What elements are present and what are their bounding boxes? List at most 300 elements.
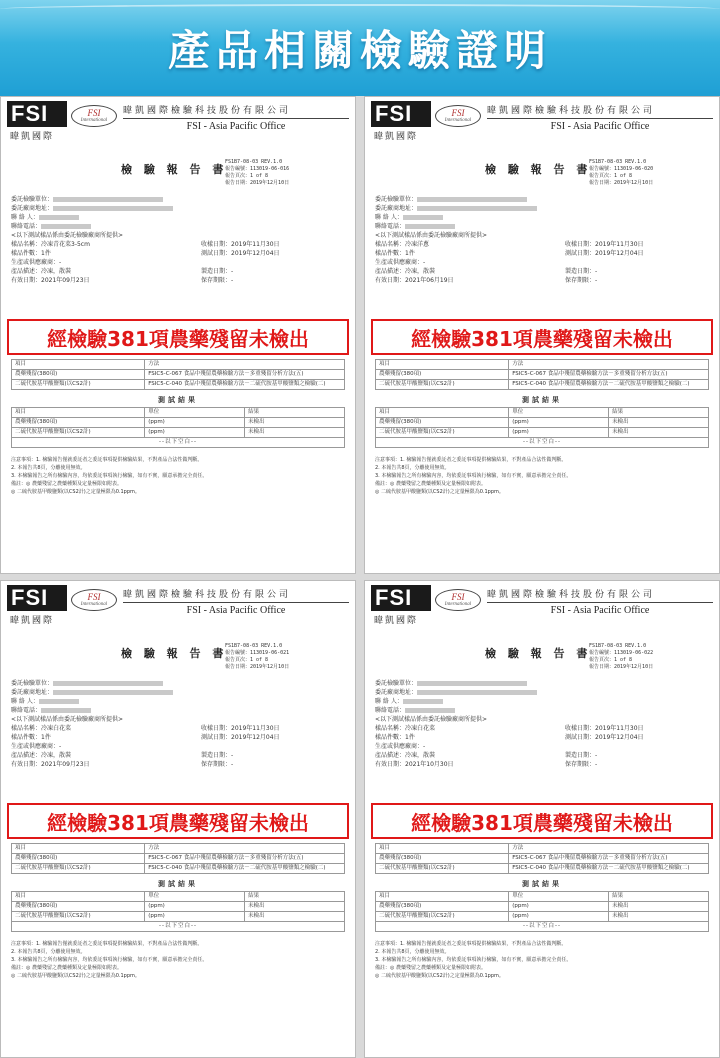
address-line xyxy=(11,204,345,213)
expiry-date: 有效日期：2021年06月19日 xyxy=(375,277,454,284)
table-header: 結果 xyxy=(245,408,345,418)
note-line: 3. 本檢驗報告之所有檢驗內容，均依委託事項執行檢驗，如有不實，願意承擔完全責任。 xyxy=(11,957,208,963)
company-name-en: FSI - Asia Pacific Office xyxy=(550,605,650,616)
company-name-en: FSI - Asia Pacific Office xyxy=(550,121,650,132)
table-cell: 農藥殘留(380項) xyxy=(12,854,145,864)
table-cell: 二硫代胺基甲酸鹽類(以CS2計) xyxy=(376,864,509,874)
contact-line xyxy=(375,697,709,706)
meta-line: 報告編號：113019-06-016 xyxy=(225,166,290,172)
banner-decoration xyxy=(0,4,720,14)
table-header: 項目 xyxy=(376,892,509,902)
report-header xyxy=(371,101,713,145)
expiry-line xyxy=(375,760,709,769)
result-callout xyxy=(7,803,349,839)
company-name xyxy=(123,101,349,132)
company-name-en: FSI - Asia Pacific Office xyxy=(186,605,286,616)
desc-line xyxy=(11,751,345,760)
seal-subtext: International xyxy=(444,601,472,607)
seal-subtext: International xyxy=(444,117,472,123)
table-cell: (ppm) xyxy=(509,912,609,922)
table-cell: (ppm) xyxy=(509,428,609,438)
meta-line: FS1B7-08-03 REV.1.0 xyxy=(589,643,647,649)
method-table xyxy=(11,359,345,390)
fsi-seal xyxy=(71,589,117,611)
table-cell: 未檢出 xyxy=(245,902,345,912)
table-header: 結果 xyxy=(609,892,709,902)
address-line xyxy=(375,204,709,213)
report-body xyxy=(375,679,709,769)
results-title: 測試結果 xyxy=(158,880,198,888)
sample-name: 樣品名稱：冷凍青花菜3-5cm xyxy=(11,241,90,248)
meta-line: 報告編號：113019-06-020 xyxy=(589,166,654,172)
report-notes xyxy=(375,940,709,980)
seal-text: FSI xyxy=(87,107,101,118)
sample-qty-line xyxy=(375,733,709,742)
sample-qty-line xyxy=(375,249,709,258)
table-cell: 農藥殘留(380項) xyxy=(12,418,145,428)
company-name-cn: 暐凱國際檢驗科技股份有限公司 xyxy=(487,587,713,603)
table-cell: FSIC5-C-067 食品中殘留農藥檢驗方法－多重殘留分析方法(五) xyxy=(509,370,709,380)
result-callout-text: 經檢驗381項農藥殘留未檢出 xyxy=(411,810,673,835)
sample-name-line xyxy=(375,240,709,249)
expiry-line xyxy=(11,276,345,285)
report-title-row xyxy=(375,159,709,189)
method-and-results xyxy=(375,843,709,980)
redacted-text xyxy=(53,690,173,695)
method-table xyxy=(11,843,345,874)
redacted-text xyxy=(39,215,79,220)
table-cell: (ppm) xyxy=(509,902,609,912)
product-desc: 產品描述：冷凍，散裝 xyxy=(375,268,436,275)
table-row xyxy=(12,438,345,448)
phone-label: 聯絡電話： xyxy=(11,707,42,714)
product-desc: 產品描述：冷凍，散裝 xyxy=(11,752,72,759)
note-line: 2. 本報告共8頁，分離使用無效。 xyxy=(375,949,450,955)
mfg-date: 製造日期：- xyxy=(565,752,598,759)
note-line: 注意事項：1. 檢驗報告僅就委託者之委託事項提供檢驗結果，不對產品合法性做判斷。 xyxy=(11,941,203,947)
table-header-row xyxy=(376,892,709,902)
product-desc: 產品描述：冷凍，散裝 xyxy=(375,752,436,759)
redacted-text xyxy=(417,681,527,686)
test-report-2 xyxy=(364,96,720,574)
seal-text: FSI xyxy=(87,591,101,602)
seal-subtext: International xyxy=(80,117,108,123)
sample-qty-line xyxy=(11,733,345,742)
address-label: 委託廠商地址： xyxy=(375,205,418,212)
desc-line xyxy=(375,751,709,760)
table-cell: 農藥殘留(380項) xyxy=(376,854,509,864)
test-report-4 xyxy=(364,580,720,1058)
desc-line xyxy=(375,267,709,276)
table-cell: 未檢出 xyxy=(609,418,709,428)
table-cell: 二硫代胺基甲酸鹽類(以CS2計) xyxy=(376,912,509,922)
logo-cn: 暐凱國際 xyxy=(10,132,55,142)
phone-line xyxy=(11,706,345,715)
contact-label: 聯 絡 人： xyxy=(11,698,39,705)
provided-note: <以下測試樣品係由委託檢驗廠商所提供> xyxy=(375,716,488,723)
table-cell: (ppm) xyxy=(145,912,245,922)
phone-label: 聯絡電話： xyxy=(11,223,42,230)
table-cell: 未檢出 xyxy=(245,428,345,438)
contact-line xyxy=(375,213,709,222)
table-cell: 農藥殘留(380項) xyxy=(376,902,509,912)
test-report-1 xyxy=(0,96,356,574)
report-title-row xyxy=(375,643,709,673)
phone-label: 聯絡電話： xyxy=(375,707,406,714)
method-and-results xyxy=(11,843,345,980)
table-header: 結果 xyxy=(245,892,345,902)
table-header: 方法 xyxy=(509,844,709,854)
report-header xyxy=(7,101,349,145)
table-cell: FSIC5-C-040 食品中殘留農藥檢驗方法－二硫代胺基甲酸鹽類之檢驗(二) xyxy=(509,864,709,874)
report-notes xyxy=(375,456,709,496)
redacted-text xyxy=(405,708,455,713)
recv-date: 收樣日期：2019年11月30日 xyxy=(565,241,644,248)
address-line xyxy=(375,688,709,697)
mfg-date: 製造日期：- xyxy=(565,268,598,275)
note-line: ◎ 二硫代胺基甲酸鹽類(以CS2計)之定量極限為0.1ppm。 xyxy=(11,489,140,495)
results-table xyxy=(375,891,709,932)
redacted-text xyxy=(53,197,163,202)
sample-qty: 樣品件數：1件 xyxy=(11,250,51,257)
note-line: 備註：◎ 農藥殘留之農藥種類及定量極限如附表。 xyxy=(375,965,486,971)
results-title: 測試結果 xyxy=(158,396,198,404)
end-marker: --以下空白-- xyxy=(376,438,709,448)
test-date: 測試日期：2019年12月04日 xyxy=(201,250,280,257)
table-row xyxy=(376,418,709,428)
logo-cn: 暐凱國際 xyxy=(374,616,419,626)
table-row xyxy=(12,912,345,922)
table-header-row xyxy=(12,844,345,854)
table-cell: 農藥殘留(380項) xyxy=(12,370,145,380)
table-header: 方法 xyxy=(509,360,709,370)
storage: 保存期限：- xyxy=(201,761,234,768)
fsi-seal xyxy=(71,105,117,127)
page-title: 產品相關檢驗證明 xyxy=(167,26,552,75)
results-table xyxy=(11,891,345,932)
method-and-results xyxy=(11,359,345,496)
note-line: 3. 本檢驗報告之所有檢驗內容，均依委託事項執行檢驗，如有不實，願意承擔完全責任。 xyxy=(375,473,572,479)
table-header: 項目 xyxy=(12,844,145,854)
report-body xyxy=(11,195,345,285)
test-report-3 xyxy=(0,580,356,1058)
note-line: ◎ 二硫代胺基甲酸鹽類(以CS2計)之定量極限為0.1ppm。 xyxy=(375,489,504,495)
table-header: 項目 xyxy=(376,408,509,418)
report-notes xyxy=(11,940,345,980)
address-label: 委託廠商地址： xyxy=(375,689,418,696)
table-cell: 二硫代胺基甲酸鹽類(以CS2計) xyxy=(12,912,145,922)
table-cell: 未檢出 xyxy=(245,418,345,428)
table-row xyxy=(376,864,709,874)
method-and-results xyxy=(375,359,709,496)
end-marker: --以下空白-- xyxy=(12,438,345,448)
contact-line xyxy=(11,697,345,706)
redacted-text xyxy=(405,224,455,229)
redacted-text xyxy=(41,224,91,229)
table-cell: 未檢出 xyxy=(609,912,709,922)
storage: 保存期限：- xyxy=(565,277,598,284)
expiry-date: 有效日期：2021年10月30日 xyxy=(375,761,454,768)
meta-line: 報告編號：113019-06-022 xyxy=(589,650,654,656)
sample-qty: 樣品件數：1件 xyxy=(375,734,415,741)
table-header-row xyxy=(376,408,709,418)
table-row xyxy=(376,380,709,390)
table-row xyxy=(12,370,345,380)
meta-line: 報告日期：2019年12月10日 xyxy=(225,180,290,186)
note-line: 備註：◎ 農藥殘留之農藥種類及定量極限如附表。 xyxy=(375,481,486,487)
table-cell: (ppm) xyxy=(145,418,245,428)
producer: 生產或供應廠商：- xyxy=(11,743,62,750)
desc-line xyxy=(11,267,345,276)
table-header-row xyxy=(376,844,709,854)
meta-line: FS1B7-08-03 REV.1.0 xyxy=(589,159,647,165)
results-table xyxy=(375,407,709,448)
meta-line: 報告頁次：1 of 8 xyxy=(225,173,269,179)
client-line xyxy=(11,195,345,204)
table-cell: (ppm) xyxy=(145,428,245,438)
report-title: 檢 驗 報 告 書 xyxy=(485,647,592,660)
sample-name: 樣品名稱：冷凍白花菜 xyxy=(11,725,72,732)
table-row xyxy=(12,854,345,864)
table-cell: FSIC5-C-067 食品中殘留農藥檢驗方法－多重殘留分析方法(五) xyxy=(145,370,345,380)
redacted-text xyxy=(403,699,443,704)
sample-qty-line xyxy=(11,249,345,258)
result-callout xyxy=(371,319,713,355)
table-cell: (ppm) xyxy=(145,902,245,912)
results-table xyxy=(11,407,345,448)
provided-note: <以下測試樣品係由委託檢驗廠商所提供> xyxy=(11,232,124,239)
report-header xyxy=(7,585,349,629)
producer: 生產或供應廠商：- xyxy=(375,743,426,750)
sample-name-line xyxy=(375,724,709,733)
table-row xyxy=(12,922,345,932)
report-meta xyxy=(589,643,709,671)
seal-text: FSI xyxy=(451,591,465,602)
report-title: 檢 驗 報 告 書 xyxy=(121,163,228,176)
fsi-logo xyxy=(7,585,67,627)
redacted-text xyxy=(39,699,79,704)
table-row xyxy=(376,922,709,932)
contact-label: 聯 絡 人： xyxy=(375,214,403,221)
table-header-row xyxy=(12,408,345,418)
company-name-cn: 暐凱國際檢驗科技股份有限公司 xyxy=(123,103,349,119)
title-banner xyxy=(0,0,720,96)
logo-text: FSI xyxy=(371,101,431,127)
report-notes xyxy=(11,456,345,496)
mfg-date: 製造日期：- xyxy=(201,268,234,275)
client-label: 委託檢驗單位： xyxy=(375,196,418,203)
table-cell: FSIC5-C-067 食品中殘留農藥檢驗方法－多重殘留分析方法(五) xyxy=(145,854,345,864)
company-name-cn: 暐凱國際檢驗科技股份有限公司 xyxy=(487,103,713,119)
table-header: 項目 xyxy=(12,408,145,418)
end-marker: --以下空白-- xyxy=(376,922,709,932)
fsi-logo xyxy=(371,101,431,143)
logo-text: FSI xyxy=(7,101,67,127)
result-callout-text: 經檢驗381項農藥殘留未檢出 xyxy=(47,326,309,351)
note-line: ◎ 二硫代胺基甲酸鹽類(以CS2計)之定量極限為0.1ppm。 xyxy=(375,973,504,979)
logo-cn: 暐凱國際 xyxy=(10,616,55,626)
seal-subtext: International xyxy=(80,601,108,607)
table-header: 單位 xyxy=(509,892,609,902)
note-line: ◎ 二硫代胺基甲酸鹽類(以CS2計)之定量極限為0.1ppm。 xyxy=(11,973,140,979)
results-title: 測試結果 xyxy=(522,396,562,404)
client-line xyxy=(375,679,709,688)
note-line: 3. 本檢驗報告之所有檢驗內容，均依委託事項執行檢驗，如有不實，願意承擔完全責任。 xyxy=(375,957,572,963)
expiry-line xyxy=(11,760,345,769)
table-row xyxy=(12,418,345,428)
test-date: 測試日期：2019年12月04日 xyxy=(565,250,644,257)
table-row xyxy=(376,912,709,922)
recv-date: 收樣日期：2019年11月30日 xyxy=(201,725,280,732)
client-label: 委託檢驗單位： xyxy=(11,680,54,687)
table-cell: 未檢出 xyxy=(245,912,345,922)
redacted-text xyxy=(417,197,527,202)
table-header: 單位 xyxy=(509,408,609,418)
phone-line xyxy=(375,222,709,231)
note-line: 注意事項：1. 檢驗報告僅就委託者之委託事項提供檢驗結果，不對產品合法性做判斷。 xyxy=(375,457,567,463)
logo-text: FSI xyxy=(371,585,431,611)
note-line: 2. 本報告共8頁，分離使用無效。 xyxy=(11,949,86,955)
redacted-text xyxy=(41,708,91,713)
note-line: 注意事項：1. 檢驗報告僅就委託者之委託事項提供檢驗結果，不對產品合法性做判斷。 xyxy=(375,941,567,947)
company-name-cn: 暐凱國際檢驗科技股份有限公司 xyxy=(123,587,349,603)
table-cell: 二硫代胺基甲酸鹽類(以CS2計) xyxy=(12,380,145,390)
address-line xyxy=(11,688,345,697)
table-header: 項目 xyxy=(12,892,145,902)
report-body xyxy=(11,679,345,769)
report-meta xyxy=(589,159,709,187)
client-line xyxy=(375,195,709,204)
table-header-row xyxy=(12,892,345,902)
result-callout-text: 經檢驗381項農藥殘留未檢出 xyxy=(411,326,673,351)
table-row xyxy=(12,428,345,438)
table-row xyxy=(12,864,345,874)
report-meta xyxy=(225,159,345,187)
table-cell: FSIC5-C-040 食品中殘留農藥檢驗方法－二硫代胺基甲酸鹽類之檢驗(二) xyxy=(145,864,345,874)
table-row xyxy=(12,380,345,390)
logo-cn: 暐凱國際 xyxy=(374,132,419,142)
table-row xyxy=(376,428,709,438)
table-cell: 二硫代胺基甲酸鹽類(以CS2計) xyxy=(376,428,509,438)
contact-label: 聯 絡 人： xyxy=(375,698,403,705)
client-line xyxy=(11,679,345,688)
redacted-text xyxy=(417,206,537,211)
table-header: 方法 xyxy=(145,844,345,854)
note-line: 2. 本報告共8頁，分離使用無效。 xyxy=(11,465,86,471)
result-callout-text: 經檢驗381項農藥殘留未檢出 xyxy=(47,810,309,835)
table-cell: 農藥殘留(380項) xyxy=(376,370,509,380)
mfg-date: 製造日期：- xyxy=(201,752,234,759)
table-row xyxy=(376,370,709,380)
redacted-text xyxy=(53,681,163,686)
meta-line: 報告日期：2019年12月10日 xyxy=(589,664,654,670)
table-cell: FSIC5-C-040 食品中殘留農藥檢驗方法－二硫代胺基甲酸鹽類之檢驗(二) xyxy=(145,380,345,390)
table-header: 項目 xyxy=(376,844,509,854)
provided-note: <以下測試樣品係由委託檢驗廠商所提供> xyxy=(11,716,124,723)
address-label: 委託廠商地址： xyxy=(11,205,54,212)
client-label: 委託檢驗單位： xyxy=(375,680,418,687)
method-table xyxy=(375,359,709,390)
meta-line: 報告頁次：1 of 8 xyxy=(225,657,269,663)
contact-line xyxy=(11,213,345,222)
address-label: 委託廠商地址： xyxy=(11,689,54,696)
table-cell: 二硫代胺基甲酸鹽類(以CS2計) xyxy=(12,864,145,874)
phone-line xyxy=(11,222,345,231)
report-header xyxy=(371,585,713,629)
fsi-logo xyxy=(7,101,67,143)
client-label: 委託檢驗單位： xyxy=(11,196,54,203)
sample-name: 樣品名稱：冷凍白花菜 xyxy=(375,725,436,732)
result-callout xyxy=(7,319,349,355)
contact-label: 聯 絡 人： xyxy=(11,214,39,221)
sample-name-line xyxy=(11,724,345,733)
expiry-date: 有效日期：2021年09月23日 xyxy=(11,761,90,768)
table-cell: FSIC5-C-067 食品中殘留農藥檢驗方法－多重殘留分析方法(五) xyxy=(509,854,709,864)
report-title-row xyxy=(11,643,345,673)
fsi-seal xyxy=(435,105,481,127)
storage: 保存期限：- xyxy=(201,277,234,284)
phone-line xyxy=(375,706,709,715)
meta-line: FS1B7-08-03 REV.1.0 xyxy=(225,159,283,165)
report-body xyxy=(375,195,709,285)
provided-note: <以下測試樣品係由委託檢驗廠商所提供> xyxy=(375,232,488,239)
meta-line: FS1B7-08-03 REV.1.0 xyxy=(225,643,283,649)
fsi-logo xyxy=(371,585,431,627)
table-header: 單位 xyxy=(145,892,245,902)
table-header: 結果 xyxy=(609,408,709,418)
table-header: 單位 xyxy=(145,408,245,418)
test-date: 測試日期：2019年12月04日 xyxy=(201,734,280,741)
company-name xyxy=(123,585,349,616)
meta-line: 報告日期：2019年12月10日 xyxy=(225,664,290,670)
table-row xyxy=(12,902,345,912)
table-row xyxy=(376,902,709,912)
table-cell: 農藥殘留(380項) xyxy=(376,418,509,428)
meta-line: 報告頁次：1 of 8 xyxy=(589,173,633,179)
storage: 保存期限：- xyxy=(565,761,598,768)
report-title: 檢 驗 報 告 書 xyxy=(485,163,592,176)
method-table xyxy=(375,843,709,874)
meta-line: 報告頁次：1 of 8 xyxy=(589,657,633,663)
note-line: 2. 本報告共8頁，分離使用無效。 xyxy=(375,465,450,471)
table-cell: 二硫代胺基甲酸鹽類(以CS2計) xyxy=(376,380,509,390)
recv-date: 收樣日期：2019年11月30日 xyxy=(565,725,644,732)
note-line: 注意事項：1. 檢驗報告僅就委託者之委託事項提供檢驗結果，不對產品合法性做判斷。 xyxy=(11,457,203,463)
producer: 生產或供應廠商：- xyxy=(11,259,62,266)
company-name-en: FSI - Asia Pacific Office xyxy=(186,121,286,132)
sample-name-line xyxy=(11,240,345,249)
table-row xyxy=(376,438,709,448)
seal-text: FSI xyxy=(451,107,465,118)
note-line: 備註：◎ 農藥殘留之農藥種類及定量極限如附表。 xyxy=(11,965,122,971)
redacted-text xyxy=(403,215,443,220)
note-line: 3. 本檢驗報告之所有檢驗內容，均依委託事項執行檢驗，如有不實，願意承擔完全責任。 xyxy=(11,473,208,479)
meta-line: 報告編號：113019-06-021 xyxy=(225,650,290,656)
product-desc: 產品描述：冷凍，散裝 xyxy=(11,268,72,275)
report-grid xyxy=(0,96,720,1058)
table-cell: 未檢出 xyxy=(609,902,709,912)
table-cell: 二硫代胺基甲酸鹽類(以CS2計) xyxy=(12,428,145,438)
table-cell: (ppm) xyxy=(509,418,609,428)
redacted-text xyxy=(53,206,173,211)
table-header: 方法 xyxy=(145,360,345,370)
logo-text: FSI xyxy=(7,585,67,611)
redacted-text xyxy=(417,690,537,695)
table-cell: 未檢出 xyxy=(609,428,709,438)
note-line: 備註：◎ 農藥殘留之農藥種類及定量極限如附表。 xyxy=(11,481,122,487)
table-row xyxy=(376,854,709,864)
results-title: 測試結果 xyxy=(522,880,562,888)
